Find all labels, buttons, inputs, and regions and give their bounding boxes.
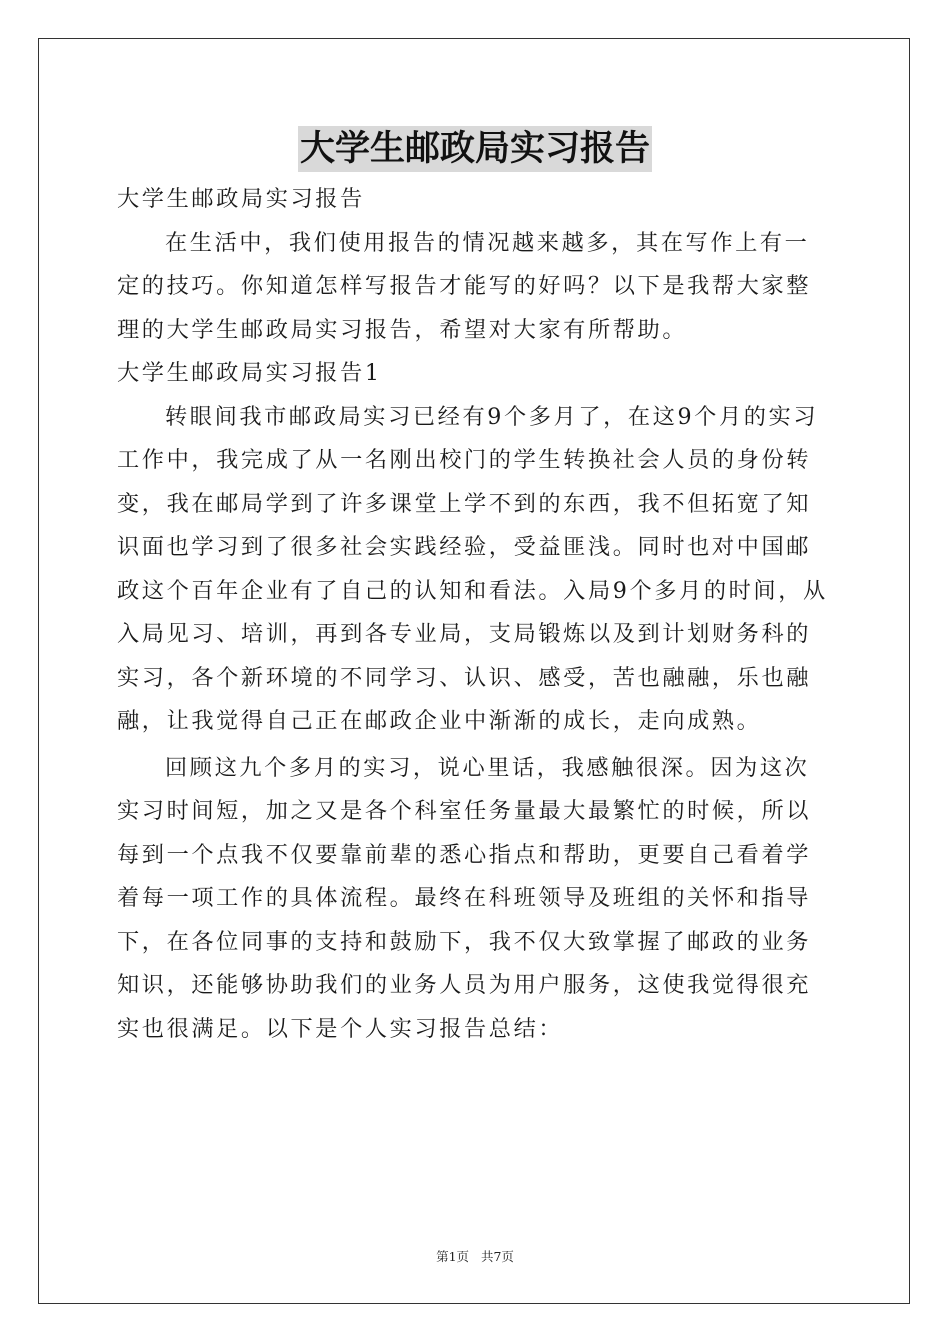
page-footer [0, 1247, 950, 1265]
intro-paragraph: 在生活中，我们使用报告的情况越来越多，其在写作上有一定的技巧。你知道怎样写报告才能写的好吗？以下是我帮大家整理的大学生邮政局实习报告，希望对大家有所帮助。 [117, 229, 812, 343]
body-paragraph: 回顾这九个多月的实习，说心里话，我感触很深。因为这次实习时间短，加之又是各个科室任务量最大最繁忙的时候，所以每到一个点我不仅要靠前辈的悉心指点和帮助，更要自己看着学着每一项工作的具体流程。最终在科班领导及班组的关怀和指导下，在各位同事的支持和鼓励下，我不仅大致掌握了邮政的业务知识，还能够协助我们的业务人员为用户服务，这使我觉得很充实也很满足。以下是个人实习报告总结： [117, 754, 812, 1042]
document-body [117, 178, 833, 1051]
page-total: 共7页 [480, 1249, 514, 1264]
page-number: 第1页 [436, 1249, 470, 1264]
section-heading: 大学生邮政局实习报告1 [117, 360, 382, 386]
title-container [0, 126, 950, 172]
body-paragraph: 转眼间我市邮政局实习已经有9个多月了，在这9个月的实习工作中，我完成了从一名刚出校门的学生转换社会人员的身份转变，我在邮局学到了许多课堂上学不到的东西，我不但拓宽了知识面也学习到了很多社会实践经验，受益匪浅。同时也对中国邮政这个百年企业有了自己的认知和看法。入局9个多月的时间，从入局见习、培训，再到各专业局，支局锻炼以及到计划财务科的实习，各个新环境的不同学习、认识、感受，苦也融融，乐也融融，让我觉得自己正在邮政企业中渐渐的成长，走向成熟。 [117, 403, 828, 734]
document-title: 大学生邮政局实习报告 [298, 126, 652, 172]
document-subtitle: 大学生邮政局实习报告 [117, 186, 365, 212]
